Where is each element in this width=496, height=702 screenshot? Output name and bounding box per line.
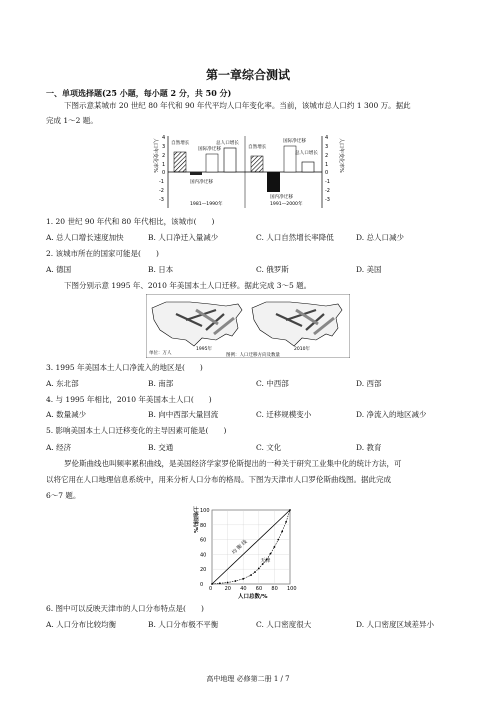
map-legend-caption: 图例：人口迁移方向及数量 bbox=[226, 353, 280, 358]
question-2-option-a[interactable]: A. 德国 bbox=[46, 265, 72, 274]
tick-left-4: 4 bbox=[162, 135, 166, 141]
question-3-option-a[interactable]: A. 东北部 bbox=[46, 379, 79, 388]
lorenz-point bbox=[235, 580, 237, 582]
lorenz-x-tick: 40 bbox=[240, 586, 247, 592]
tick-left-m2: -2 bbox=[159, 188, 164, 194]
tick-left-m1: -1 bbox=[159, 179, 164, 185]
lorenz-x-tick: 60 bbox=[255, 586, 263, 592]
section-heading: 一、单项选择题(25 小题，每小题 2 分，共 50 分) bbox=[46, 88, 232, 98]
period-label-2: 1991—2000年 bbox=[270, 202, 303, 207]
lorenz-y-tick: 100 bbox=[200, 508, 210, 514]
question-4-option-a[interactable]: A. 数量减少 bbox=[46, 410, 87, 419]
label-domestic-2: 国内净迁移 bbox=[270, 195, 293, 200]
lorenz-point bbox=[219, 582, 221, 584]
bar-intl-1990s bbox=[284, 146, 296, 172]
label-natural-2: 自然增长 bbox=[248, 145, 267, 150]
tick-right-m2: -2 bbox=[325, 188, 330, 194]
lorenz-point bbox=[285, 521, 287, 523]
lorenz-curve-chart bbox=[190, 504, 310, 600]
question-5-option-d[interactable]: D. 教育 bbox=[356, 443, 382, 452]
lorenz-y-tick: 80 bbox=[200, 522, 207, 529]
lorenz-point bbox=[254, 571, 256, 573]
intro-paragraph-1-line1: 下图示意某城市 20 世纪 80 年代和 90 年代平均人口年变化率。当前，该城市总人口约 1 300 万。据此 bbox=[64, 101, 411, 110]
map-year-1995: 1995年 bbox=[196, 347, 212, 352]
lorenz-curve-label: 天津 bbox=[260, 557, 271, 564]
question-4-option-d[interactable]: D. 净流入的地区减少 bbox=[356, 410, 427, 419]
question-3-option-b[interactable]: B. 南部 bbox=[148, 379, 174, 388]
question-5-stem: 5. 影响美国本土人口迁移变化的主导因素可能是( ) bbox=[46, 426, 227, 435]
population-change-chart bbox=[150, 132, 350, 214]
lorenz-y-tick: 20 bbox=[200, 567, 207, 574]
tick-right-1: 1 bbox=[325, 162, 329, 168]
label-natural-1: 自然增长 bbox=[171, 141, 190, 146]
question-6-option-c[interactable]: C. 人口密度很大 bbox=[256, 620, 312, 629]
map-year-2010: 2010年 bbox=[294, 347, 310, 352]
lorenz-y-label: 土地面积/% bbox=[192, 506, 198, 533]
question-1-option-d[interactable]: D. 总人口减少 bbox=[356, 233, 405, 242]
lorenz-equality-label: 均 衡 线 bbox=[231, 539, 249, 556]
tick-right-0: 0 bbox=[325, 170, 329, 176]
question-5-option-b[interactable]: B. 交通 bbox=[148, 443, 174, 452]
bar-domestic-1990s bbox=[267, 172, 280, 192]
tick-right-2: 2 bbox=[325, 153, 329, 159]
tick-left-0: 0 bbox=[162, 170, 166, 176]
question-4-option-b[interactable]: B. 向中西部大量回流 bbox=[148, 410, 219, 419]
lorenz-y-tick: 0 bbox=[200, 582, 204, 588]
question-2-option-b[interactable]: B. 日本 bbox=[148, 265, 174, 274]
label-intl-1: 国际净迁移 bbox=[198, 147, 221, 152]
lorenz-point bbox=[274, 546, 276, 548]
question-6-stem: 6. 图中可以反映天津市的人口分布特点是( ) bbox=[46, 604, 204, 613]
lorenz-point bbox=[277, 539, 279, 541]
question-5-option-a[interactable]: A. 经济 bbox=[46, 443, 72, 452]
question-1-option-a[interactable]: A. 总人口增长速度加快 bbox=[46, 233, 124, 242]
question-2-stem: 2. 该城市所在的国家可能是( ) bbox=[46, 249, 159, 258]
period-label-1: 1981—1990年 bbox=[190, 202, 223, 207]
y-axis-label-left: 人口年变化率% bbox=[152, 138, 158, 173]
tick-right-m1: -1 bbox=[325, 179, 330, 185]
intro-paragraph-3-line2: 以将它用在人口地理信息系统中，用来分析人口分布的格局。下图为天津市人口罗伦斯曲线图。据此完成 bbox=[46, 475, 391, 484]
page-footer: 高中地理 必修第二册 1 / 7 bbox=[206, 675, 290, 683]
question-1-option-c[interactable]: C. 人口自然增长率降低 bbox=[256, 233, 334, 242]
bar-natural-1980s bbox=[174, 152, 186, 172]
label-intl-2: 国际净迁移 bbox=[283, 139, 306, 144]
lorenz-x-tick: 80 bbox=[271, 586, 278, 592]
label-total-1: 总人口增长 bbox=[216, 141, 239, 146]
tick-right-m3: -3 bbox=[325, 197, 330, 203]
tick-right-4: 4 bbox=[325, 135, 329, 141]
bar-domestic-1980s bbox=[190, 172, 202, 175]
bar-natural-1990s bbox=[251, 156, 263, 172]
lorenz-point bbox=[289, 509, 291, 511]
tick-left-3: 3 bbox=[162, 144, 166, 150]
lorenz-y-tick: 40 bbox=[200, 552, 207, 559]
intro-paragraph-1-line2: 完成 1～2 题。 bbox=[46, 116, 98, 125]
intro-paragraph-3-line3: 6～7 题。 bbox=[46, 491, 81, 500]
question-1-stem: 1. 20 世纪 90 年代和 80 年代相比，该城市( ) bbox=[46, 217, 215, 226]
tick-left-m3: -3 bbox=[159, 197, 164, 203]
question-5-option-c[interactable]: C. 文化 bbox=[256, 443, 282, 452]
intro-paragraph-3-line1: 罗伦斯曲线也叫频率累积曲线，是美国经济学家罗伦斯提出的一种关于研究工业集中化的统计方法，可 bbox=[64, 459, 402, 468]
lorenz-x-label: 人口总数/% bbox=[238, 594, 268, 600]
y-axis-label-right: 人口年变化率% bbox=[338, 138, 344, 173]
us-migration-maps bbox=[146, 294, 350, 358]
lorenz-point bbox=[281, 531, 283, 533]
map-unit-label: 单位：万人 bbox=[149, 351, 172, 356]
bar-intl-1980s bbox=[206, 154, 218, 172]
label-total-2: 总人口增长 bbox=[295, 151, 318, 156]
question-6-option-d[interactable]: D. 人口密度区域差异小 bbox=[356, 620, 435, 629]
lorenz-point bbox=[250, 574, 252, 576]
question-4-stem: 4. 与 1995 年相比，2010 年美国本土人口( ) bbox=[46, 395, 212, 404]
tick-right-3: 3 bbox=[325, 144, 329, 150]
question-4-option-c[interactable]: C. 迁移规模变小 bbox=[256, 410, 312, 419]
lorenz-point bbox=[211, 583, 213, 585]
lorenz-point bbox=[270, 553, 272, 555]
question-3-option-d[interactable]: D. 西部 bbox=[356, 379, 382, 388]
bar-total-1990s bbox=[302, 162, 314, 172]
tick-left-1: 1 bbox=[162, 162, 166, 168]
question-6-option-a[interactable]: A. 人口分布比较均衡 bbox=[46, 620, 117, 629]
label-domestic-1: 国内净迁移 bbox=[190, 180, 213, 185]
question-1-option-b[interactable]: B. 人口净迁入量减少 bbox=[148, 233, 219, 242]
tick-left-2: 2 bbox=[162, 153, 166, 159]
bar-total-1980s bbox=[224, 148, 236, 172]
question-2-option-d[interactable]: D. 美国 bbox=[356, 265, 382, 274]
question-3-stem: 3. 1995 年美国本土人口净流入的地区是( ) bbox=[46, 363, 203, 372]
lorenz-y-tick: 60 bbox=[200, 537, 207, 544]
lorenz-x-tick: 20 bbox=[224, 586, 231, 592]
lorenz-x-tick: 0 bbox=[209, 586, 213, 592]
lorenz-x-tick: 100 bbox=[287, 586, 297, 592]
question-2-option-c[interactable]: C. 俄罗斯 bbox=[256, 265, 289, 274]
question-3-option-c[interactable]: C. 中西部 bbox=[256, 379, 289, 388]
intro-paragraph-2: 下图分别示意 1995 年、2010 年美国本土人口迁移。据此完成 3～5 题。 bbox=[64, 281, 312, 290]
lorenz-point bbox=[242, 578, 244, 580]
question-6-option-b[interactable]: B. 人口分布极不平衡 bbox=[148, 620, 219, 629]
lorenz-point bbox=[227, 582, 229, 584]
lorenz-equality-line bbox=[212, 510, 290, 584]
page-title: 第一章综合测试 bbox=[205, 68, 290, 82]
lorenz-point bbox=[258, 568, 260, 570]
